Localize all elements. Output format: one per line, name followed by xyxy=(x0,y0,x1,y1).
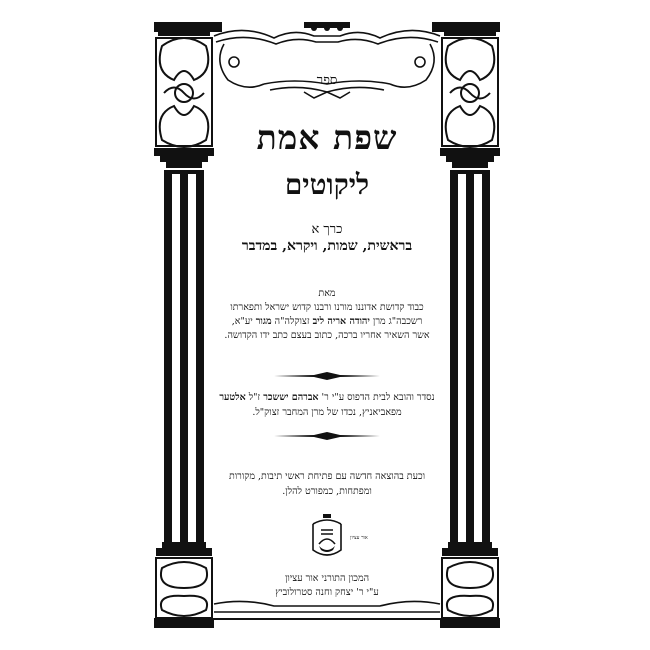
from-label: מאת xyxy=(318,288,336,299)
compiled-by-line xyxy=(214,392,440,403)
publisher-by-line: ע"י ר' יצחק וחנה סטרולוביץ xyxy=(275,587,379,598)
compiler-name: אברהם יששכר xyxy=(263,392,319,403)
left-pillar-ornament-icon xyxy=(154,22,214,628)
torah-ark-emblem-icon xyxy=(309,514,345,560)
emblem-label: אור עציון xyxy=(350,535,368,541)
compiler-honorific: ז"ל xyxy=(248,392,261,403)
edition-line-1: וכעת בהוצאה חדשה עם פתיחת ראשי תיבות, מקורות xyxy=(228,471,426,482)
author-line-2 xyxy=(214,316,440,327)
author-line-2-prefix: רשכבה"ג מרן xyxy=(372,316,423,327)
right-pillar-ornament-icon xyxy=(440,22,500,628)
ornamental-bottom-border-icon xyxy=(154,598,500,628)
edition-line-2: ומפתחות, כמפורט להלן. xyxy=(282,486,372,497)
separator-ornament-icon xyxy=(274,372,380,380)
publisher-name: המכון התורני אור עציון xyxy=(284,573,370,584)
main-title: שפת אמת xyxy=(256,118,398,157)
subtitle: ליקוטים xyxy=(284,168,370,201)
separator-ornament-icon xyxy=(274,432,380,440)
author-line-2-suffix: יע"א, xyxy=(231,316,253,327)
author-line-3: אשר השאיר אחריו ברכה, כתוב בעצם כתב ידו הקדושה. xyxy=(224,330,430,341)
books-list: בראשית, שמות, ויקרא, במדבר xyxy=(241,238,413,254)
author-name: יהודה אריה ליב xyxy=(312,316,370,327)
title-page-content xyxy=(214,30,440,598)
compiler-origin: מפאביאניץ, נכדו של מרן המחבר זצוק"ל. xyxy=(252,407,402,418)
volume-label: כרך א xyxy=(311,222,343,237)
author-place: מגור xyxy=(255,316,272,327)
compiled-prefix: נסדר והובא לבית הדפוס ע"י ר' xyxy=(321,392,435,403)
sefer-label: ספר xyxy=(316,73,338,88)
author-line-1: כבוד קדושת אדוננו מורנו ורבנו קדוש ישראל ותפארתו xyxy=(230,302,424,313)
author-honorific: זצוקלה"ה xyxy=(274,316,310,327)
compiler-surname: אלטער xyxy=(219,392,246,403)
